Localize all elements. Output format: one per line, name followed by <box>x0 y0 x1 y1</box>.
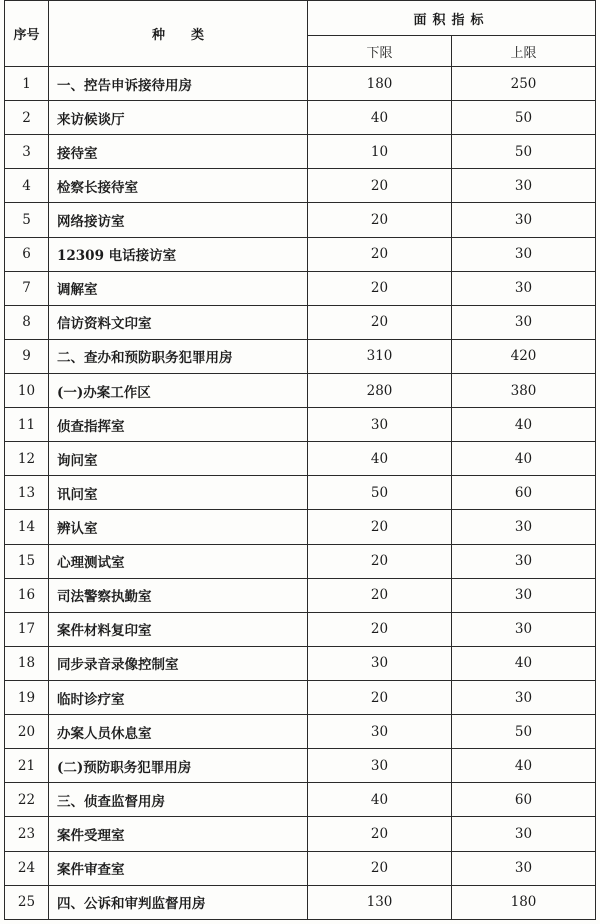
row-index: 12 <box>5 442 49 476</box>
row-lower-limit: 280 <box>308 373 452 407</box>
table-row <box>5 646 596 680</box>
row-index: 16 <box>5 578 49 612</box>
row-category: 心理测试室 <box>49 544 308 578</box>
row-category: 讯问室 <box>49 476 308 510</box>
row-category: (一)办案工作区 <box>49 373 308 407</box>
row-category: 检察长接待室 <box>49 169 308 203</box>
row-category: 案件审查室 <box>49 851 308 885</box>
table-row <box>5 851 596 885</box>
row-category: 辨认室 <box>49 510 308 544</box>
row-index: 13 <box>5 476 49 510</box>
row-lower-limit: 20 <box>308 203 452 237</box>
row-lower-limit: 20 <box>308 680 452 714</box>
row-category: 案件受理室 <box>49 817 308 851</box>
row-category: 询问室 <box>49 442 308 476</box>
row-upper-limit: 180 <box>452 885 596 919</box>
row-lower-limit: 40 <box>308 442 452 476</box>
row-index: 14 <box>5 510 49 544</box>
index-column-header: 序号 <box>5 1 49 67</box>
row-index: 1 <box>5 67 49 101</box>
table-row <box>5 578 596 612</box>
row-category: 侦查指挥室 <box>49 408 308 442</box>
row-category: 司法警察执勤室 <box>49 578 308 612</box>
row-lower-limit: 20 <box>308 169 452 203</box>
row-index: 5 <box>5 203 49 237</box>
table-row <box>5 442 596 476</box>
row-lower-limit: 20 <box>308 305 452 339</box>
row-lower-limit: 30 <box>308 408 452 442</box>
row-lower-limit: 40 <box>308 783 452 817</box>
table-row <box>5 271 596 305</box>
row-lower-limit: 310 <box>308 339 452 373</box>
table-row <box>5 237 596 271</box>
row-index: 19 <box>5 680 49 714</box>
row-category: 同步录音录像控制室 <box>49 646 308 680</box>
row-category: 案件材料复印室 <box>49 612 308 646</box>
row-index: 20 <box>5 715 49 749</box>
row-category: 办案人员休息室 <box>49 715 308 749</box>
row-lower-limit: 20 <box>308 851 452 885</box>
row-upper-limit: 30 <box>452 851 596 885</box>
row-upper-limit: 30 <box>452 305 596 339</box>
row-lower-limit: 130 <box>308 885 452 919</box>
row-index: 11 <box>5 408 49 442</box>
table-row <box>5 101 596 135</box>
row-upper-limit: 30 <box>452 510 596 544</box>
row-upper-limit: 30 <box>452 544 596 578</box>
row-upper-limit: 50 <box>452 101 596 135</box>
row-lower-limit: 50 <box>308 476 452 510</box>
category-column-header <box>49 1 308 67</box>
table-row <box>5 680 596 714</box>
row-category: 调解室 <box>49 271 308 305</box>
row-lower-limit: 30 <box>308 715 452 749</box>
row-upper-limit: 60 <box>452 476 596 510</box>
row-category: 接待室 <box>49 135 308 169</box>
table-header <box>5 1 596 67</box>
row-category: 一、控告申诉接待用房 <box>49 67 308 101</box>
table-row <box>5 67 596 101</box>
row-lower-limit: 30 <box>308 749 452 783</box>
row-index: 10 <box>5 373 49 407</box>
row-upper-limit: 50 <box>452 135 596 169</box>
row-category: (二)预防职务犯罪用房 <box>49 749 308 783</box>
table-row <box>5 783 596 817</box>
row-lower-limit: 20 <box>308 612 452 646</box>
row-index: 21 <box>5 749 49 783</box>
table-row <box>5 817 596 851</box>
row-lower-limit: 30 <box>308 646 452 680</box>
row-lower-limit: 40 <box>308 101 452 135</box>
row-index: 24 <box>5 851 49 885</box>
area-index-table <box>4 0 596 920</box>
row-category: 网络接访室 <box>49 203 308 237</box>
row-category: 12309 电话接访室 <box>49 237 308 271</box>
table-row <box>5 339 596 373</box>
row-index: 9 <box>5 339 49 373</box>
row-upper-limit: 420 <box>452 339 596 373</box>
row-upper-limit: 40 <box>452 646 596 680</box>
row-upper-limit: 30 <box>452 169 596 203</box>
row-upper-limit: 30 <box>452 612 596 646</box>
row-lower-limit: 20 <box>308 237 452 271</box>
lower-limit-header: 下限 <box>308 36 452 67</box>
row-index: 6 <box>5 237 49 271</box>
table-row <box>5 612 596 646</box>
row-upper-limit: 40 <box>452 749 596 783</box>
table-row <box>5 373 596 407</box>
row-lower-limit: 20 <box>308 271 452 305</box>
row-category: 来访候谈厅 <box>49 101 308 135</box>
table-body <box>5 67 596 920</box>
row-lower-limit: 180 <box>308 67 452 101</box>
row-index: 2 <box>5 101 49 135</box>
row-category: 四、公诉和审判监督用房 <box>49 885 308 919</box>
row-upper-limit: 250 <box>452 67 596 101</box>
row-upper-limit: 60 <box>452 783 596 817</box>
row-lower-limit: 20 <box>308 510 452 544</box>
table-row <box>5 135 596 169</box>
row-upper-limit: 40 <box>452 408 596 442</box>
row-upper-limit: 30 <box>452 817 596 851</box>
table-row <box>5 749 596 783</box>
row-index: 4 <box>5 169 49 203</box>
category-header-text: 种 类 <box>151 28 204 43</box>
row-index: 8 <box>5 305 49 339</box>
row-upper-limit: 30 <box>452 680 596 714</box>
table-row <box>5 476 596 510</box>
row-upper-limit: 30 <box>452 203 596 237</box>
row-index: 15 <box>5 544 49 578</box>
row-upper-limit: 30 <box>452 237 596 271</box>
upper-limit-header: 上限 <box>452 36 596 67</box>
row-index: 23 <box>5 817 49 851</box>
table-row <box>5 510 596 544</box>
table-row <box>5 715 596 749</box>
row-upper-limit: 40 <box>452 442 596 476</box>
table-row <box>5 544 596 578</box>
table-row <box>5 885 596 919</box>
row-index: 22 <box>5 783 49 817</box>
area-index-header: 面积指标 <box>308 1 596 36</box>
row-lower-limit: 20 <box>308 544 452 578</box>
row-index: 18 <box>5 646 49 680</box>
row-index: 25 <box>5 885 49 919</box>
row-upper-limit: 50 <box>452 715 596 749</box>
row-lower-limit: 20 <box>308 817 452 851</box>
row-category: 信访资料文印室 <box>49 305 308 339</box>
table-row <box>5 305 596 339</box>
row-lower-limit: 10 <box>308 135 452 169</box>
row-category: 二、查办和预防职务犯罪用房 <box>49 339 308 373</box>
row-upper-limit: 30 <box>452 271 596 305</box>
row-upper-limit: 380 <box>452 373 596 407</box>
row-index: 17 <box>5 612 49 646</box>
table-row <box>5 408 596 442</box>
row-category: 三、侦查监督用房 <box>49 783 308 817</box>
row-upper-limit: 30 <box>452 578 596 612</box>
row-lower-limit: 20 <box>308 578 452 612</box>
row-index: 3 <box>5 135 49 169</box>
table-row <box>5 203 596 237</box>
table-row <box>5 169 596 203</box>
row-index: 7 <box>5 271 49 305</box>
row-category: 临时诊疗室 <box>49 680 308 714</box>
